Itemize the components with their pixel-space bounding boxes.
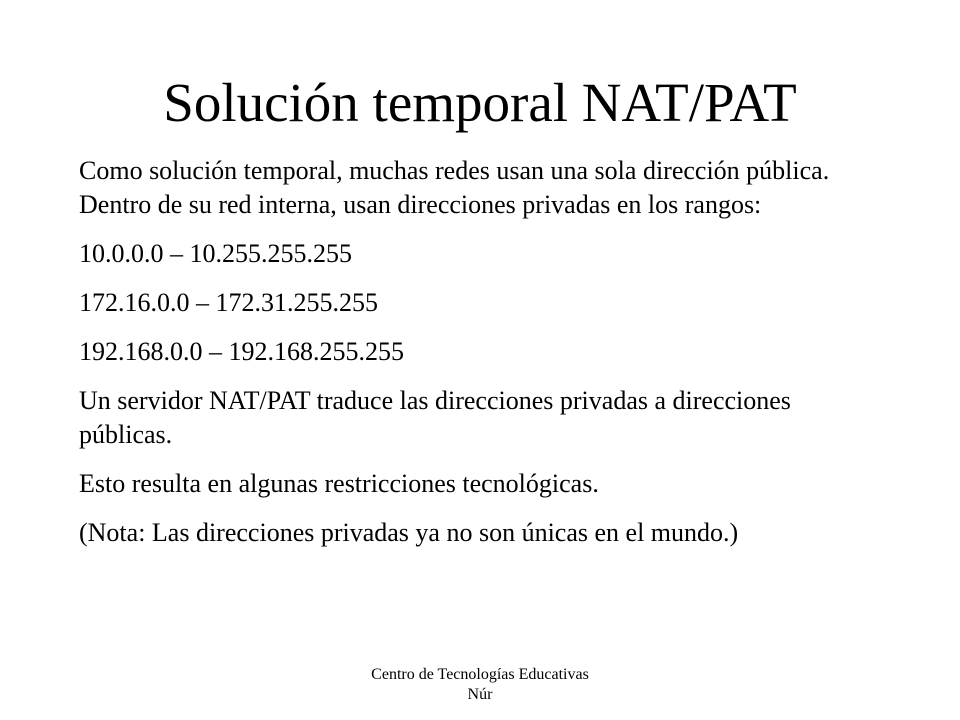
range-class-a: 10.0.0.0 – 10.255.255.255	[79, 239, 352, 268]
footer-line-1: Centro de Tecnologías Educativas	[371, 666, 589, 683]
intro-paragraph: Como solución temporal, muchas redes usan una sola dirección pública. Dentro de su red interna, usan direcciones privadas en los rangos:	[79, 156, 830, 219]
slide-body	[79, 154, 839, 565]
footer-line-2: Núr	[467, 686, 493, 703]
range-class-b: 172.16.0.0 – 172.31.255.255	[79, 288, 378, 317]
note-paragraph: (Nota: Las direcciones privadas ya no son únicas en el mundo.)	[79, 518, 739, 547]
slide-title: Solución temporal NAT/PAT	[163, 72, 797, 133]
slide-footer	[280, 665, 680, 705]
nat-server-paragraph: Un servidor NAT/PAT traduce las direcciones privadas a direcciones públicas.	[79, 386, 791, 449]
range-class-c: 192.168.0.0 – 192.168.255.255	[79, 337, 404, 366]
restrictions-paragraph: Esto resulta en algunas restricciones tecnológicas.	[79, 469, 599, 498]
